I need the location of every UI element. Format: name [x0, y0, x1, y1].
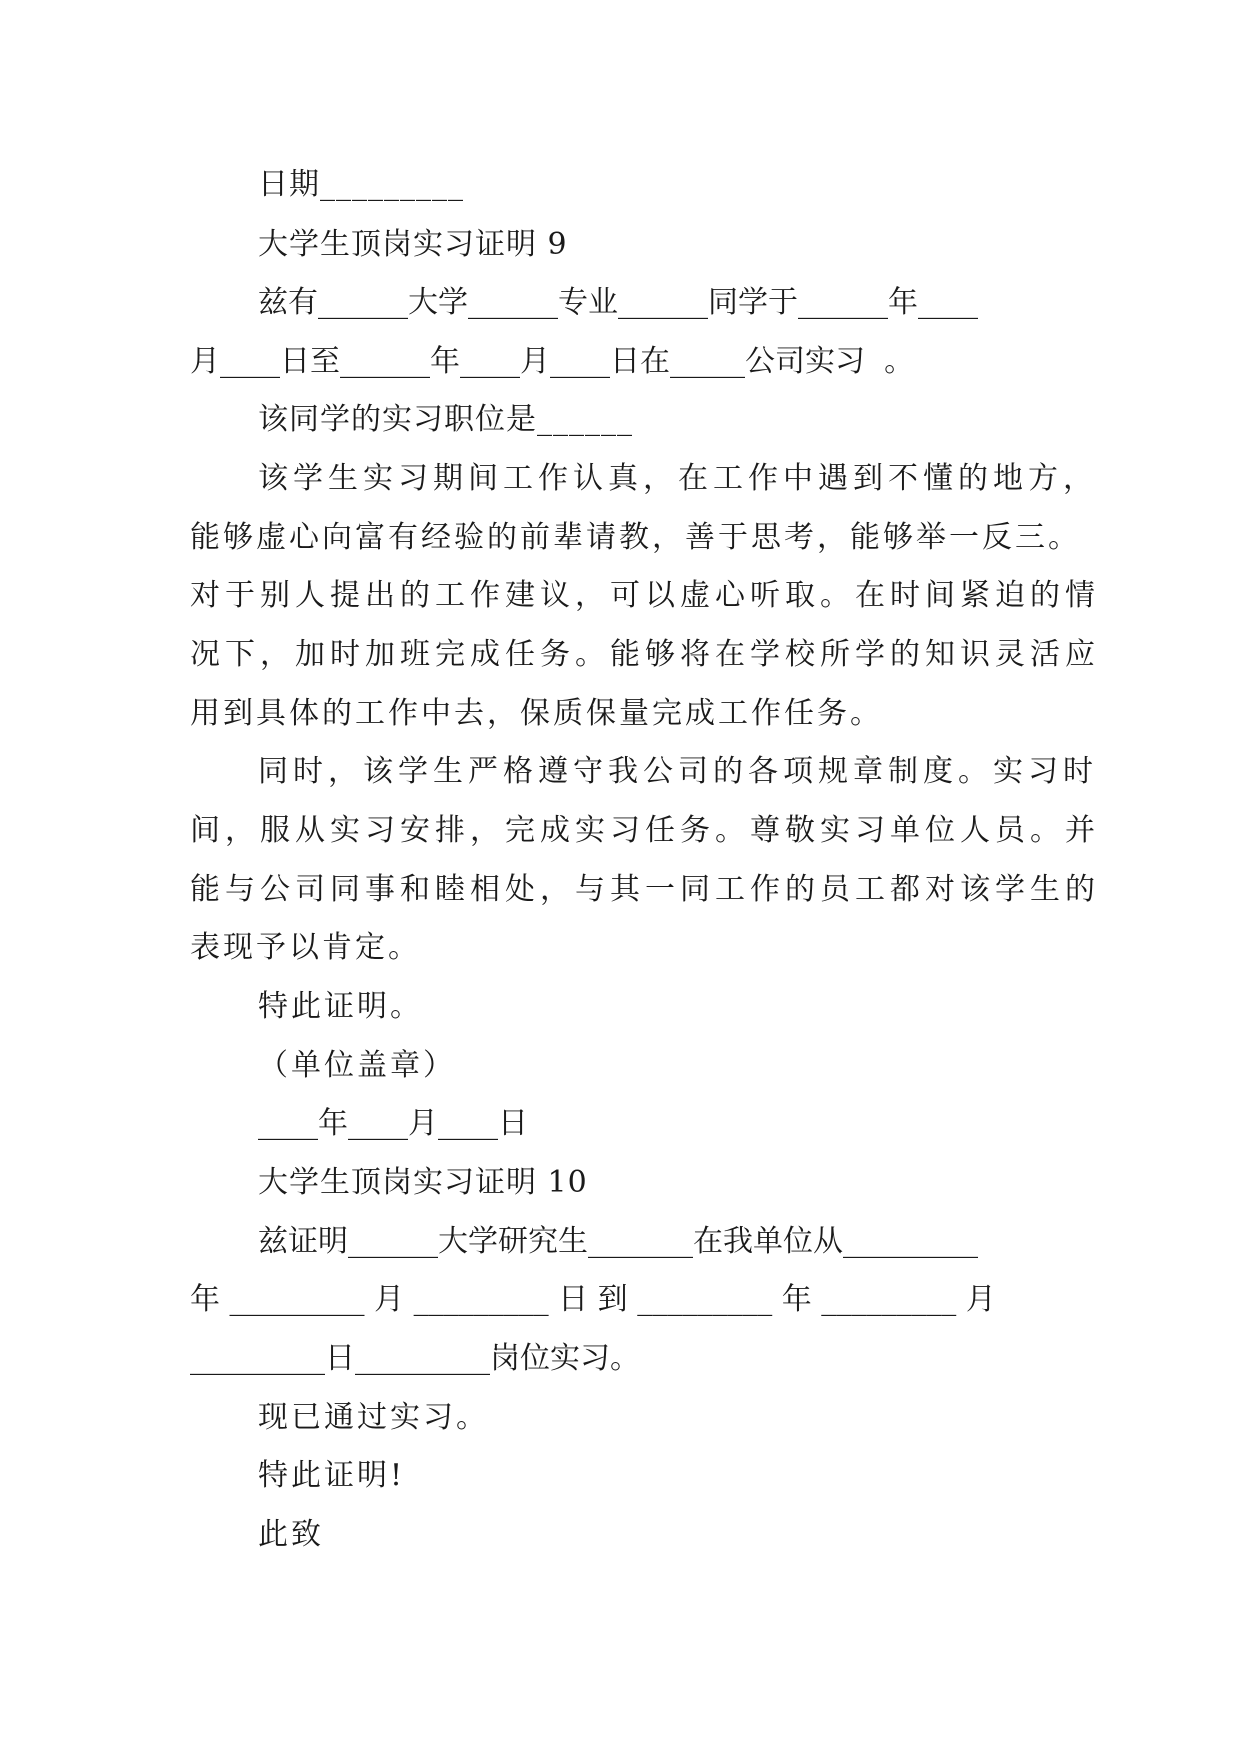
- section-title-9: 大学生顶岗实习证明 9: [258, 227, 568, 262]
- paragraph-line: 况下，加时加班完成任务。能够将在学校所学的知识灵活应: [190, 637, 1100, 672]
- paragraph-line: 月____日至______年____月____日在_____公司实习 。: [190, 344, 915, 379]
- section-title-10: 大学生顶岗实习证明 10: [258, 1165, 588, 1200]
- salutation-line: 此致: [258, 1517, 324, 1552]
- paragraph-line: 该学生实习期间工作认真，在工作中遇到不懂的地方，: [258, 461, 1098, 496]
- paragraph-line: 年 _________ 月 _________ 日 到 _________ 年 _________ 月: [190, 1282, 996, 1317]
- paragraph-line: 用到具体的工作中去，保质保量完成工作任务。: [190, 696, 883, 731]
- paragraph-line: 能够虚心向富有经验的前辈请教，善于思考，能够举一反三。: [190, 520, 1081, 555]
- signature-date-line: ____年____月____日: [258, 1106, 528, 1141]
- paragraph-line: 该同学的实习职位是______: [258, 402, 633, 437]
- paragraph-line: 现已通过实习。: [258, 1400, 489, 1435]
- paragraph-line: 表现予以肯定。: [190, 930, 421, 965]
- paragraph-line: 间，服从实习安排，完成实习任务。尊敬实习单位人员。并: [190, 813, 1100, 848]
- closing-line: 特此证明!: [258, 1458, 406, 1493]
- paragraph-line: 对于别人提出的工作建议，可以虚心听取。在时间紧迫的情: [190, 578, 1100, 613]
- seal-line: （单位盖章）: [258, 1048, 456, 1083]
- paragraph-line: _________日_________岗位实习。: [190, 1341, 640, 1376]
- date-line: 日期_________: [258, 167, 464, 202]
- paragraph-line: 同时，该学生严格遵守我公司的各项规章制度。实习时: [258, 754, 1098, 789]
- paragraph-line: 能与公司同事和睦相处，与其一同工作的员工都对该学生的: [190, 872, 1100, 907]
- paragraph-line: 兹证明______大学研究生_______在我单位从_________: [258, 1224, 978, 1259]
- paragraph-line: 兹有______大学______专业______同学于______年____: [258, 285, 978, 320]
- closing-line: 特此证明。: [258, 989, 423, 1024]
